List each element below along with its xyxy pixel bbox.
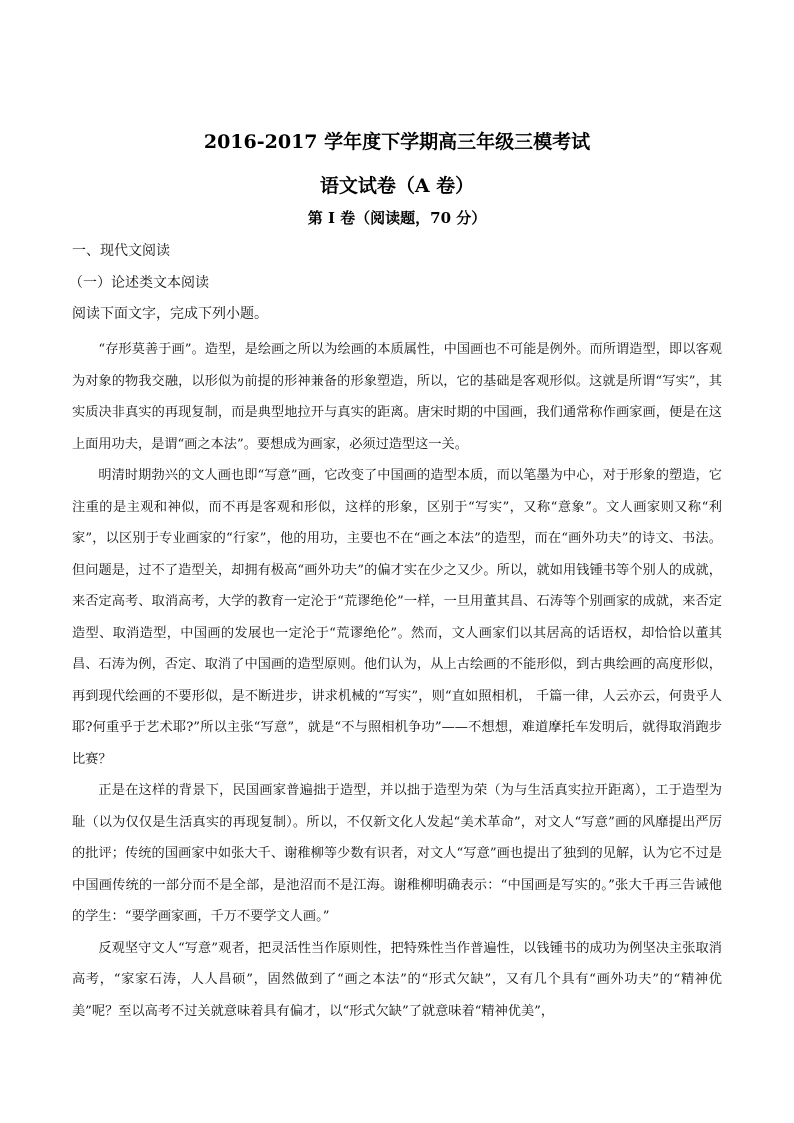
paper-title: 语文试卷（A 卷） bbox=[319, 175, 475, 197]
exam-title: 2016-2017 学年度下学期高三年级三模考试 bbox=[203, 131, 591, 153]
paragraph-2: 明清时期勃兴的文人画也即“写意”画，它改变了中国画的造型本质，而以笔墨为中心，对于形象的塑造，它注重的是主观和神似，而不再是客观和形似，这样的形象，区别于“写实”，又称“意象”。文人画家则又称“利家”，以区别于专业画家的“行家”，他的用功，主要也不在“画之本法”的造型，而在“画外功夫”的诗文、书法。但问题是，过不了造型关，却拥有极高“画外功夫”的偏才实在少之又少。所以，就如用钱锺书等个别人的成就，来否定高考、取消高考，大学的教育一定沦于“荒谬绝伦”一样，一旦用董其昌、石涛等个别画家的成就，来否定造型、取消造型，中国画的发展也一定沦于“荒谬绝伦”。然而，文人画家们以其居高的话语权，却恰恰以董其昌、石涛为例，否定、取消了中国画的造型原则。他们认为，从上古绘画的不能形似，到古典绘画的高度形似，再到现代绘画的不要形似，是不断进步，讲求机械的“写实”，则“直如照相机， 千篇一律，人云亦云，何贵乎人耶?何重乎于艺术耶?”所以主张“写意”，就是“不与照相机争功”——不想想，难道摩托车发明后，就得取消跑步比赛？ bbox=[72, 468, 722, 767]
passage bbox=[72, 334, 722, 1027]
subpart-heading: （一）论述类文本阅读 bbox=[69, 275, 209, 291]
paragraph-4: 反观坚守文人“写意”观者，把灵活性当作原则性，把特殊性当作普遍性，以钱锺书的成功为例坚决主张取消高考，“家家石涛，人人昌硕”，固然做到了“画之本法”的“形式欠缺”，又有几个具有“画外功夫”的“精神优美”呢？至以高考不过关就意味着具有偏才，以“形式欠缺”了就意味着“精神优美”， bbox=[72, 940, 722, 1019]
instruction: 阅读下面文字，完成下列小题。 bbox=[72, 306, 268, 322]
part-heading: 一、现代文阅读 bbox=[72, 243, 170, 259]
paragraph-3: 正是在这样的背景下，民国画家普遍拙于造型，并以拙于造型为荣（为与生活真实拉开距离），工于造型为耻（以为仅仅是生活真实的再现复制）。所以，不仅新文化人发起“美术革命”，对文人“写意”画的风靡提出严厉的批评；传统的国画家中如张大千、谢稚柳等少数有识者，对文人“写意”画也提出了独到的见解，认为它不过是中国画传统的一部分而不是全部，是池沼而不是江海。谢稚柳明确表示：“中国画是写实的。”张大千再三告诫他的学生：“要学画家画，千万不要学文人画。” bbox=[72, 783, 722, 924]
paragraph-1: “存形莫善于画”。造型，是绘画之所以为绘画的本质属性，中国画也不可能是例外。而所谓造型，即以客观为对象的物我交融，以形似为前提的形神兼备的形象塑造，所以，它的基础是客观形似。这就是所谓“写实”，其实质决非真实的再现复制，而是典型地拉开与真实的距离。唐宋时期的中国画，我们通常称作画家画，便是在这上面用功夫，是谓“画之本法”。要想成为画家，必须过造型这一关。 bbox=[72, 342, 722, 452]
section-title: 第 I 卷（阅读题，70 分） bbox=[307, 209, 487, 227]
